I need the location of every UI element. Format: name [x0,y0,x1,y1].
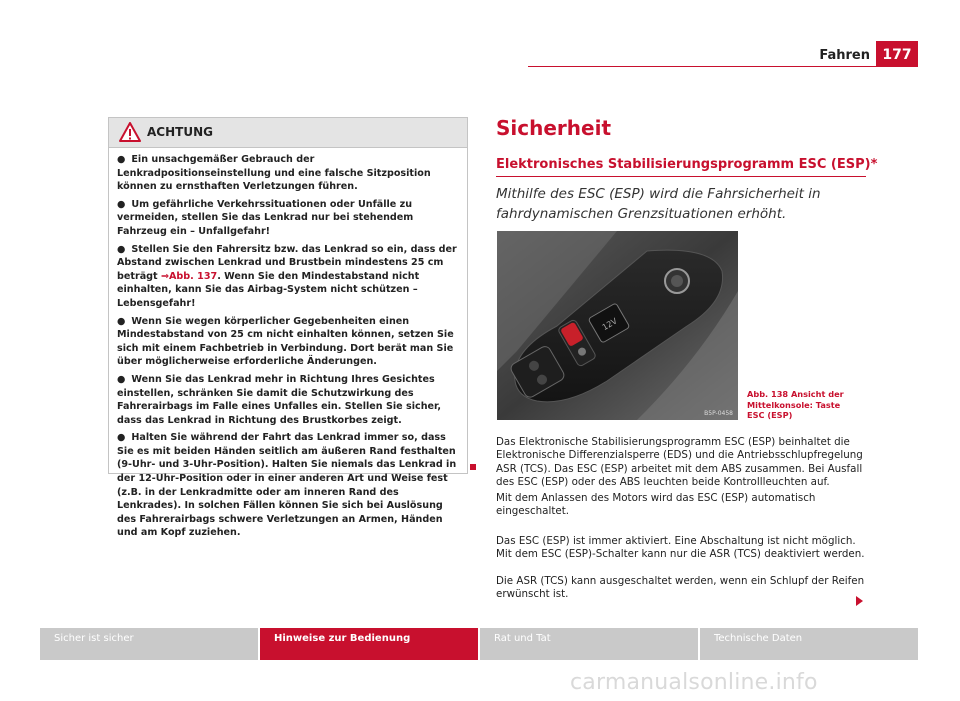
footer-tab-technische-daten[interactable]: Technische Daten [700,628,918,660]
subsection-rule [496,176,866,177]
warning-item: ● Halten Sie während der Fahrt das Lenkrad immer so, dass Sie es mit beiden Händen seitlich am äußeren Rand festhalten (9-Uhr- und 3-Uhr-Position). Halten Sie niemals das Lenkrad in der 12-Uhr-Position oder in einer anderen Art und Weise fest (z.B. in der Lenkradmitte oder am inneren Rand des Lenkrades). In solchen Fällen können Sie sich bei Auslösung des Fahrerairbags schwere Verletzungen an Armen, Händen und am Kopf zuziehen. [117,432,457,539]
footer-tab-sicher-ist-sicher[interactable]: Sicher ist sicher [40,628,258,660]
footer-tab-hinweise-zur-bedienung[interactable]: Hinweise zur Bedienung [260,628,478,660]
warning-body [109,148,467,540]
warning-item: ● Wenn Sie das Lenkrad mehr in Richtung Ihres Gesichtes einstellen, schränken Sie damit die Schutzwirkung des Fahrerairbags im Falle eines Unfalles ein. Stellen Sie sicher, dass das Lenkrad in Richtung des Brustkorbes zeigt. [117,373,442,426]
warning-item: ● Ein unsachgemäßer Gebrauch der Lenkradpositionseinstellung und eine falsche Sitzposition können zu ernsthaften Verletzungen führen. [117,154,431,193]
footer-tab-rat-und-tat[interactable]: Rat und Tat [480,628,698,660]
lead-text: Mithilfe des ESC (ESP) wird die Fahrsicherheit in fahrdynamischen Grenzsituationen erhöht. [496,186,821,222]
figure-reference-link[interactable]: ⇒Abb. 137 [160,270,218,282]
watermark: carmanualsonline.info [570,670,818,695]
page-number: 177 [876,41,918,67]
socket-label: 12V [600,316,619,333]
continue-arrow-icon [856,596,863,606]
figure-caption: Abb. 138 Ansicht der Mittelkonsole: Taste ESC (ESP) [747,389,844,420]
paragraph: Die ASR (TCS) kann ausgeschaltet werden, wenn ein Schlupf der Reifen erwünscht ist. [496,575,865,601]
header-rule [528,66,918,67]
subsection-heading: Elektronisches Stabilisierungsprogramm ESC (ESP)* [496,157,878,172]
section-heading: Sicherheit [496,116,611,140]
section-end-mark [470,464,476,470]
center-console-photo [497,231,738,420]
warning-title: ACHTUNG [147,125,213,139]
header-title: Fahren [819,48,870,63]
paragraph: Das Elektronische Stabilisierungsprogramm ESC (ESP) beinhaltet die Elektronische Differenzialsperre (EDS) und die Antriebsschlupfregelung ASR (TCS). Das ESC (ESP) arbeitet mit dem ABS zusammen. Bei Ausfall des ESC (ESP) oder des ABS leuchten beide Kontrollleuchten auf. [496,436,863,488]
warning-item: ● Um gefährliche Verkehrssituationen oder Unfälle zu vermeiden, stellen Sie das Lenkrad nur bei stehendem Fahrzeug ein – Unfallgefahr! [117,198,414,237]
figure-code: B5P-0458 [704,410,733,417]
warning-item: ● Stellen Sie den Fahrersitz bzw. das Lenkrad so ein, dass der Abstand zwischen Lenkrad und Brustbein mindestens 25 cm beträgt ⇒Abb. 137. Wenn Sie den Mindestabstand nicht einhalten, kann Sie das Airbag-System nicht schützen – Lebensgefahr! [117,243,457,309]
figure-center-console [497,231,738,420]
warning-item: ● Wenn Sie wegen körperlicher Gegebenheiten einen Mindestabstand von 25 cm nicht einhalten können, setzen Sie sich mit einem Fachbetrieb in Verbindung. Dort berät man Sie über möglicherweise erforderliche Änderungen. [117,315,454,368]
warning-header [109,118,467,148]
footer-nav [40,628,918,660]
warning-triangle-icon [119,122,141,142]
paragraph: Mit dem Anlassen des Motors wird das ESC (ESP) automatisch eingeschaltet. [496,492,816,518]
warning-box [108,117,468,539]
paragraph: Das ESC (ESP) ist immer aktiviert. Eine Abschaltung ist nicht möglich. Mit dem ESC (ESP)-Schalter kann nur die ASR (TCS) deaktiviert werden. [496,535,865,561]
